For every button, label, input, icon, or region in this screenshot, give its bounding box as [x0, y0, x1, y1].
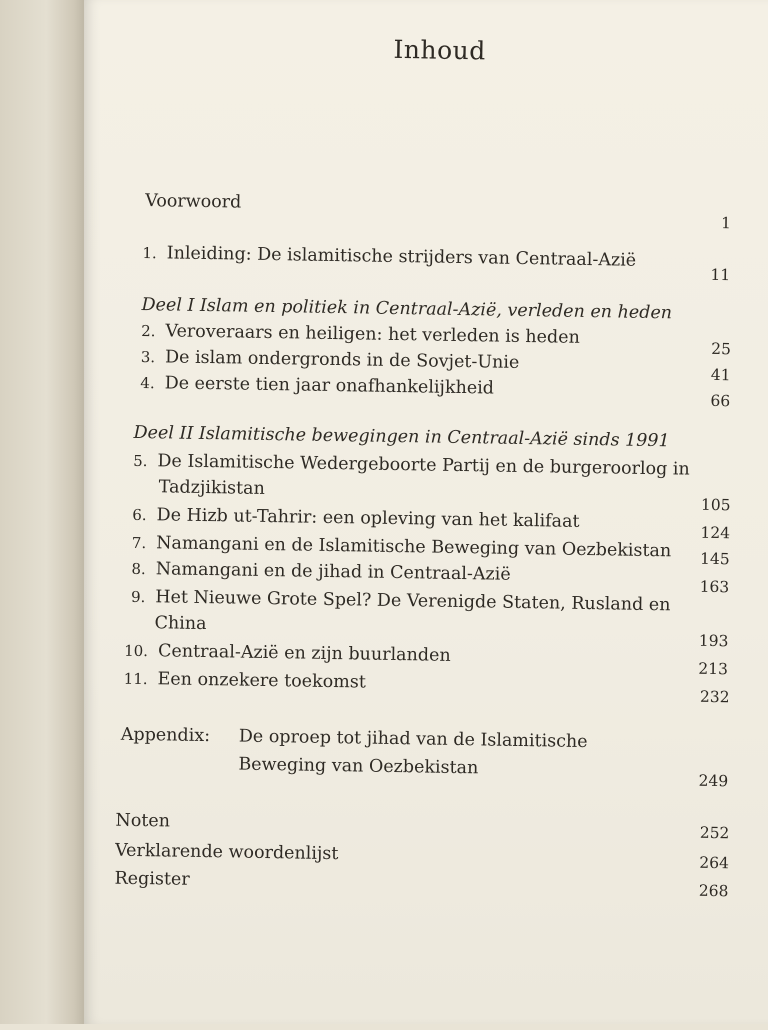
toc-entry-appendix: De oproep tot jihad van de Islamitische — [238, 726, 588, 753]
toc-entry-page: 124 — [700, 523, 731, 543]
toc-entry-page: 41 — [710, 365, 731, 385]
toc-entry-page: 252 — [699, 823, 730, 843]
toc-entry-page: 66 — [710, 391, 731, 411]
toc-entry-chapter-6 — [132, 505, 580, 532]
toc-entry-label: Inleiding: De islamitische strijders van Centraal-Azië — [166, 243, 637, 271]
toc-entry-page: 213 — [698, 659, 729, 679]
toc-part-heading-1: Deel I Islam en politiek in Centraal-Azië, verleden en heden — [141, 294, 673, 324]
toc-entry-page: 163 — [699, 577, 730, 597]
toc-entry-chapter-8 — [131, 559, 511, 585]
toc-entry-chapter-2 — [141, 321, 580, 348]
page-title: Inhoud — [393, 34, 486, 66]
toc-entry-voorwoord — [145, 191, 241, 213]
toc-entry-noten: Noten — [115, 810, 171, 832]
chapter-number: 4. — [140, 373, 155, 393]
toc-entry-label: De Islamitische Wedergeboorte Partij en de burgeroorlog in — [157, 451, 690, 480]
chapter-number: 5. — [133, 451, 148, 471]
chapter-number: 11. — [123, 669, 148, 689]
toc-entry-chapter-5 — [133, 451, 690, 480]
toc-entry-page: 11 — [710, 265, 731, 285]
toc-entry-label: De eerste tien jaar onafhankelijkheid — [164, 373, 495, 399]
toc-entry-label: Het Nieuwe Grote Spel? De Verenigde Staten, Rusland en — [155, 587, 671, 616]
toc-part-heading-2: Deel II Islamitische bewegingen in Centraal-Azië sinds 1991 — [133, 422, 670, 452]
toc-entry-appendix-continued: Beweging van Oezbekistan — [238, 754, 479, 779]
chapter-number: 10. — [124, 641, 149, 661]
toc-entry-appendix-prefix: Appendix: — [120, 724, 211, 747]
toc-entry-label: Een onzekere toekomst — [157, 669, 366, 693]
toc-entry-woordenlijst: Verklarende woordenlijst — [114, 840, 339, 865]
toc-entry-label: De Hizb ut-Tahrir: een opleving van het kalifaat — [156, 505, 580, 532]
toc-entry-page: 268 — [698, 881, 729, 901]
toc-entry-register: Register — [114, 868, 190, 890]
toc-entry-chapter-1 — [142, 243, 636, 271]
toc-entry-chapter-9 — [131, 587, 671, 615]
chapter-number: 9. — [130, 587, 146, 607]
chapter-number: 2. — [141, 321, 156, 341]
toc-entry-chapter-7 — [132, 533, 672, 561]
chapter-number: 8. — [131, 559, 146, 579]
toc-entry-chapter-9-continued: China — [154, 613, 207, 635]
chapter-number: 6. — [132, 505, 147, 525]
chapter-number: 3. — [140, 347, 156, 367]
chapter-number: 7. — [131, 533, 147, 553]
toc-entry-page: 232 — [699, 687, 730, 707]
toc-entry-label: Namangani en de Islamitische Beweging van Oezbekistan — [156, 533, 672, 562]
toc-entry-page: 25 — [711, 339, 732, 359]
toc-entry-label: Namangani en de jihad in Centraal-Azië — [155, 559, 511, 585]
toc-entry-chapter-5-continued: Tadzjikistan — [158, 477, 266, 499]
toc-entry-label: Centraal-Azië en zijn buurlanden — [157, 641, 451, 666]
chapter-number: 1. — [142, 243, 157, 263]
toc-entry-page: 264 — [699, 853, 730, 873]
toc-entry-label: Veroveraars en heiligen: het verleden is heden — [165, 321, 580, 348]
toc-entry-page: 249 — [698, 771, 729, 791]
toc-entry-page: 193 — [698, 631, 729, 651]
toc-entry-chapter-11 — [124, 669, 366, 693]
toc-entry-page: 105 — [700, 495, 731, 515]
toc-entry-page: 145 — [699, 549, 730, 569]
toc-entry-label: De islam ondergronds in de Sovjet-Unie — [164, 347, 520, 373]
toc-entry-chapter-3 — [141, 347, 520, 373]
toc-entry-page: 1 — [720, 214, 732, 233]
toc-entry-chapter-10 — [124, 641, 451, 666]
toc-entry-chapter-4 — [140, 373, 494, 399]
toc-entry-label: Voorwoord — [145, 191, 242, 213]
